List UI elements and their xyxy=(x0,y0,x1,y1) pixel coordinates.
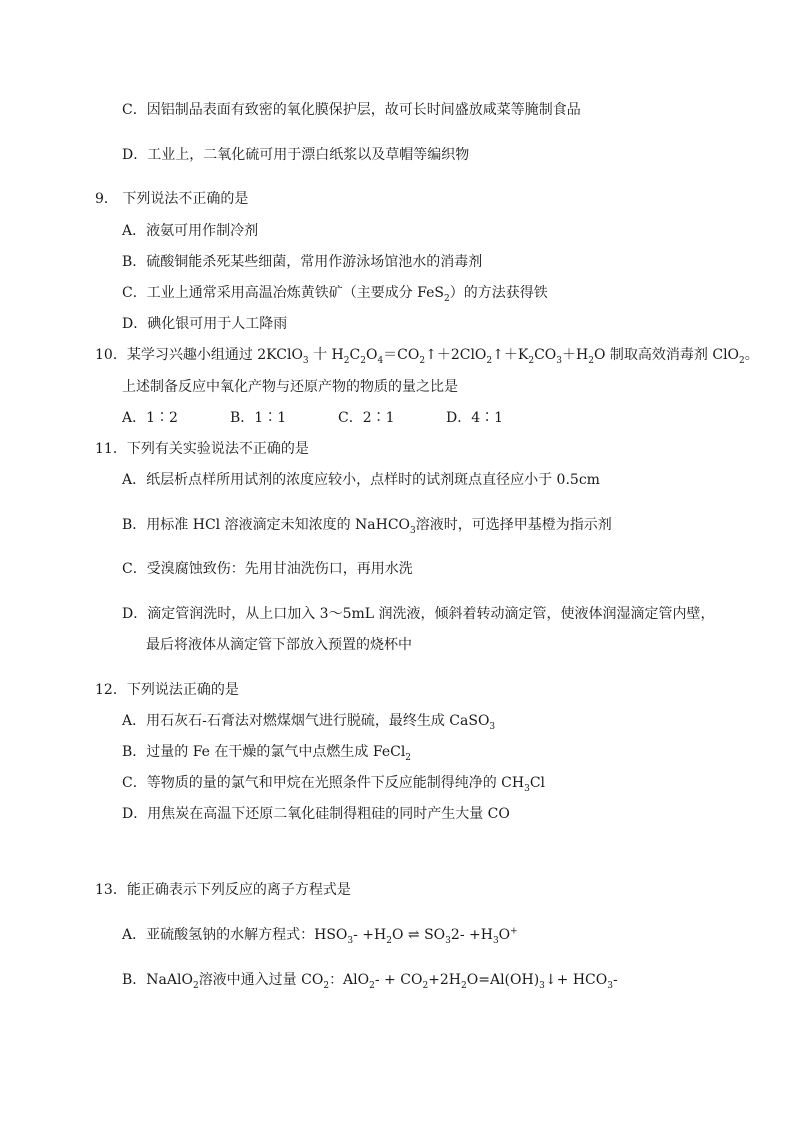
q11-option-d-line2: 最后将液体从滴定管下部放入预置的烧杯中 xyxy=(146,637,412,653)
q10-option-b: B．1∶1 xyxy=(230,410,287,426)
q10-stem-line2: 上述制备反应中氧化产物与还原产物的物质的量之比是 xyxy=(122,379,458,395)
q11-option-d: D．滴定管润洗时，从上口加入 3～5mL 润洗液，倾斜着转动滴定管，使液体润湿滴定管内壁， xyxy=(122,606,715,622)
q10-stem: 10．某学习兴趣小组通过 2KClO$_3$ 十 $H_2C_2O_4=CO_2↑+2ClO_2↑+K_2CO_3+H_2O$ 制取高效消毒剂 ClO$_2$。 xyxy=(95,347,759,366)
q11-option-b: B．用标准 HCl 溶液滴定未知浓度的 NaHCO$_3$溶液时，可选择甲基橙为指示剂 xyxy=(122,517,612,536)
q12-option-d: D．用焦炭在高温下还原二氧化硅制得粗硅的同时产生大量 CO xyxy=(122,806,510,822)
q9-option-d: D．碘化银可用于人工降雨 xyxy=(122,316,288,332)
q11-stem: 11．下列有关实验说法不正确的是 xyxy=(95,441,309,457)
q13-option-a: A．亚硫酸氢钠的水解方程式：$HSO_3- +H_2O$ ⇌ $SO_32- +H_3O^+$ xyxy=(122,926,518,946)
q9-stem: 9． 下列说法不正确的是 xyxy=(95,191,249,207)
q12-option-a: A．用石灰石-石膏法对燃煤烟气进行脱硫，最终生成 CaSO$_3$ xyxy=(122,713,496,732)
q10-option-a: A．1∶2 xyxy=(122,410,178,426)
q12-option-c: C．等物质的量的氯气和甲烷在光照条件下反应能制得纯净的 $CH_3Cl$ xyxy=(122,775,546,794)
q11-option-a: A．纸层析点样所用试剂的浓度应较小，点样时的试剂斑点直径应小于 0.5cm xyxy=(122,472,600,488)
q11-option-c: C．受溴腐蚀致伤：先用甘油洗伤口，再用水洗 xyxy=(122,561,413,577)
q9-option-c: C．工业上通常采用高温冶炼黄铁矿（主要成分 FeS$_2$）的方法获得铁 xyxy=(122,285,548,304)
q12-stem: 12．下列说法正确的是 xyxy=(95,682,239,698)
q9-option-a: A．液氨可用作制冷剂 xyxy=(122,223,259,239)
q9-option-b: B．硫酸铜能杀死某些细菌，常用作游泳场馆池水的消毒剂 xyxy=(122,254,483,270)
q13-stem: 13．能正确表示下列反应的离子方程式是 xyxy=(95,882,351,898)
q12-option-b: B．过量的 Fe 在干燥的氯气中点燃生成 FeCl$_2$ xyxy=(122,744,412,763)
q8-option-d: D．工业上，二氧化硫可用于漂白纸浆以及草帽等编织物 xyxy=(122,147,470,163)
q10-options xyxy=(122,408,554,428)
q10-option-c: C．2∶1 xyxy=(338,410,395,426)
q10-option-d: D．4∶1 xyxy=(446,410,504,426)
q8-option-c: C．因铝制品表面有致密的氧化膜保护层，故可长时间盛放咸菜等腌制食品 xyxy=(122,102,581,118)
q13-option-b: B．NaAlO$_2$溶液中通入过量 $CO_2$：$AlO_2- + CO_2+2H_2O=Al(OH)_3↓+ HCO_3-$ xyxy=(122,972,618,991)
